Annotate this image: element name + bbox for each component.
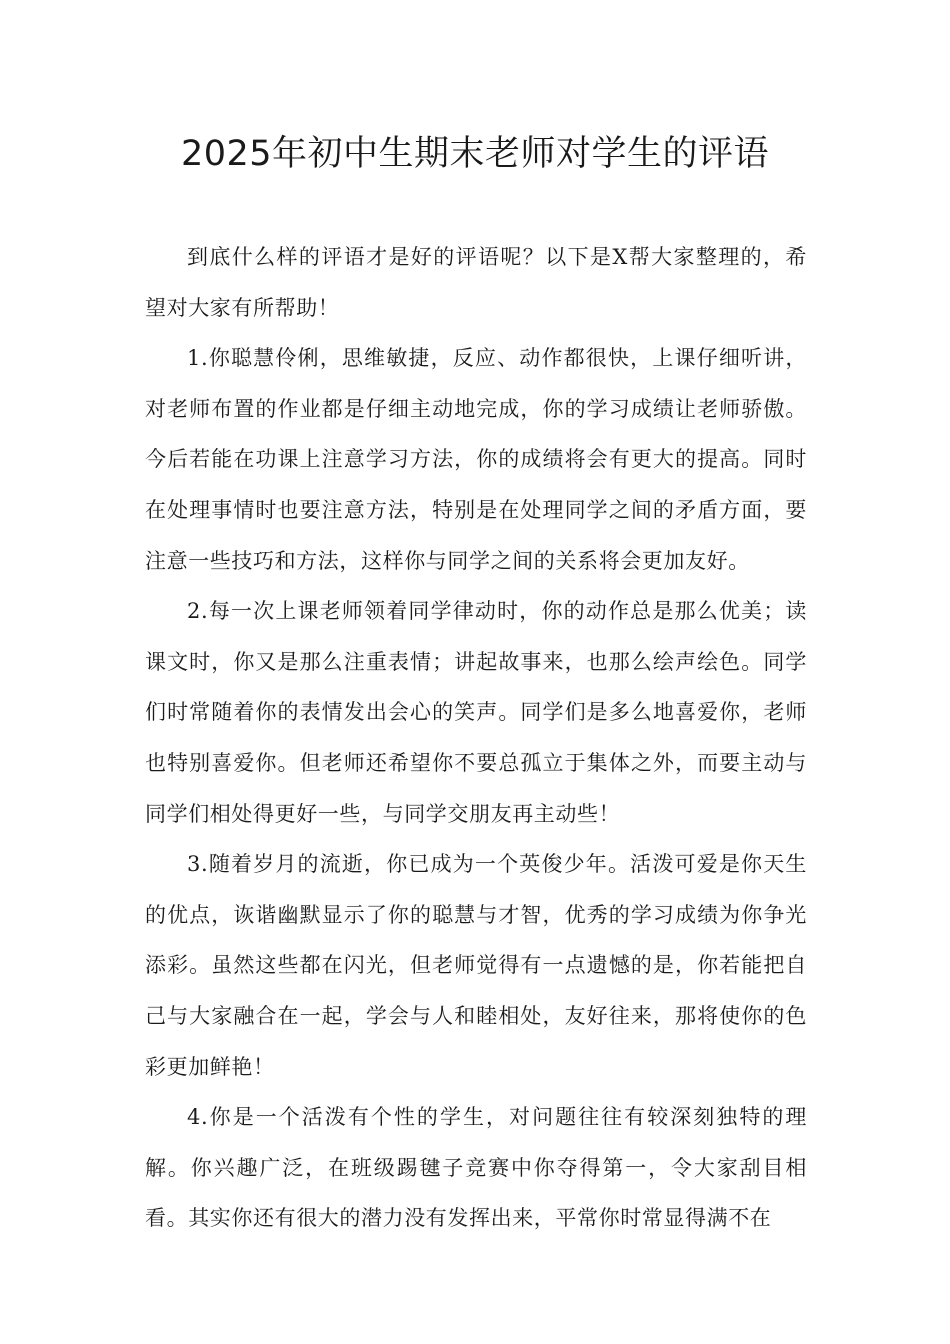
document-body	[145, 232, 807, 1244]
comment-paragraph-3: 3.随着岁月的流逝，你已成为一个英俊少年。活泼可爱是你天生的优点，诙谐幽默显示了你的聪慧与才智，优秀的学习成绩为你争光添彩。虽然这些都在闪光，但老师觉得有一点遗憾的是，你若能把自己与大家融合在一起，学会与人和睦相处，友好往来，那将使你的色彩更加鲜艳！	[145, 852, 807, 1079]
comment-paragraph-4: 4.你是一个活泼有个性的学生，对问题往往有较深刻独特的理解。你兴趣广泛，在班级踢毽子竞赛中你夺得第一，令大家刮目相看。其实你还有很大的潜力没有发挥出来，平常你时常显得满不在	[145, 1105, 807, 1231]
comment-paragraph-2: 2.每一次上课老师领着同学律动时，你的动作总是那么优美；读课文时，你又是那么注重表情；讲起故事来，也那么绘声绘色。同学们时常随着你的表情发出会心的笑声。同学们是多么地喜爱你，老师也特别喜爱你。但老师还希望你不要总孤立于集体之外，而要主动与同学们相处得更好一些，与同学交朋友再主动些！	[145, 599, 807, 826]
comment-paragraph-1: 1.你聪慧伶俐，思维敏捷，反应、动作都很快，上课仔细听讲，对老师布置的作业都是仔细主动地完成，你的学习成绩让老师骄傲。今后若能在功课上注意学习方法，你的成绩将会有更大的提高。同时在处理事情时也要注意方法，特别是在处理同学之间的矛盾方面，要注意一些技巧和方法，这样你与同学之间的关系将会更加友好。	[145, 346, 807, 573]
intro-paragraph: 到底什么样的评语才是好的评语呢？以下是X帮大家整理的，希望对大家有所帮助！	[145, 245, 807, 320]
document-title: 2025年初中生期末老师对学生的评语	[180, 134, 770, 174]
